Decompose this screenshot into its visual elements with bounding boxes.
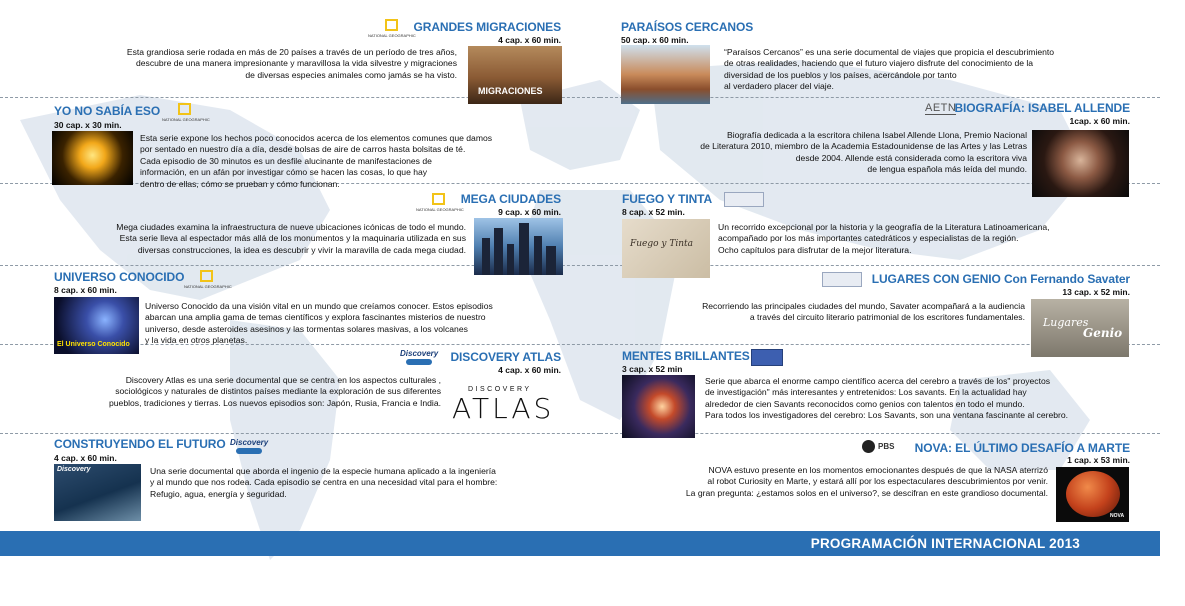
program-duration: 4 cap. x 60 min. bbox=[498, 365, 561, 375]
national-geographic-logo-text: NATIONAL GEOGRAPHIC bbox=[184, 284, 232, 289]
program-duration: 9 cap. x 60 min. bbox=[498, 207, 561, 217]
program-thumbnail: MIGRACIONES bbox=[468, 46, 562, 104]
discovery-atlas-logo: DISCOVERY ATLAS bbox=[452, 386, 555, 425]
footer-banner bbox=[0, 531, 1160, 556]
aetn-logo: AETN bbox=[925, 102, 957, 114]
program-duration: 13 cap. x 52 min. bbox=[1062, 287, 1130, 297]
program-description: Recorriendo las principales ciudades del mundo, Savater acompañará a la audiencia a través del circuito literario patrimonial de los escritores fundamentales. bbox=[702, 301, 1025, 323]
national-geographic-logo-text: NATIONAL GEOGRAPHIC bbox=[416, 207, 464, 212]
program-title: YO NO SABÍA ESO bbox=[54, 104, 161, 118]
channel-logo bbox=[724, 192, 764, 207]
national-geographic-logo bbox=[178, 103, 191, 115]
channel-logo bbox=[751, 349, 783, 366]
program-title: NOVA: EL ÚLTIMO DESAFÍO A MARTE bbox=[914, 441, 1130, 455]
program-description: Esta grandiosa serie rodada en más de 20 países a través de un período de tres años, descubre de una manera impresionante y maravillosa la vida silvestre y migraciones de diversas especies animales como jamás se ha visto. bbox=[126, 47, 457, 80]
program-duration: 3 cap. x 52 min bbox=[622, 364, 683, 374]
program-duration: 8 cap. x 52 min. bbox=[622, 207, 685, 217]
discovery-logo: Discovery bbox=[230, 438, 268, 456]
program-description: Universo Conocido da una visión vital en un mundo que creíamos conocer. Estos episodios abarcan una amplia gama de temas científicos y explora fascinantes misterios de nuestro universo, desde asteroides asesinos y las tormentas solares masivas, a los volcanes y la vida en otros planetas. bbox=[145, 301, 493, 346]
program-description: “Paraísos Cercanos” es una serie documental de viajes que propicia el descubrimiento de otras realidades, haciendo que el futuro viajero disfrute del conocimiento de la diversidad de los pueblos y los países, acercándole por tanto al verdadero placer del viaje. bbox=[724, 47, 1055, 92]
program-description: Discovery Atlas es una serie documental que se centra en los aspectos culturales , sociológicos y naturales de distintos países mediante la exploración de sus diferentes pueblos, tradiciones y tierras. Los nuevos episodios son: Japón, Rusia, Francia e India. bbox=[108, 375, 441, 408]
program-duration: 4 cap. x 60 min. bbox=[54, 453, 117, 463]
program-description: Una serie documental que aborda el ingenio de la especie humana aplicado a la ingeniería y al mundo que nos rodea. Cada episodio se centra en una necesidad vital para el hombre: Refugio, agua, energía y seguridad. bbox=[150, 466, 498, 499]
program-description: NOVA estuvo presente en los momentos emocionantes después de que la NASA aterrizó al robot Curiosity en Marte, y estará allí por los espectaculares descubrimientos por venir. La gran pregunta: ¿estamos solos en el universo?, se descifran en este grandioso documental. bbox=[685, 465, 1048, 498]
channel-logo bbox=[822, 272, 862, 287]
national-geographic-logo-text: NATIONAL GEOGRAPHIC bbox=[162, 117, 210, 122]
program-title: CONSTRUYENDO EL FUTURO bbox=[54, 437, 226, 451]
program-title: DISCOVERY ATLAS bbox=[450, 350, 561, 364]
program-description: Biografía dedicada a la escritora chilena Isabel Allende Llona, Premio Nacional de Literatura 2010, miembro de la Academia Estadounidense de las Artes y las Letras desde 2004. Allende está considerada como la escritora viva de lengua española más leída del mundo. bbox=[700, 130, 1027, 175]
national-geographic-logo bbox=[432, 193, 445, 205]
program-thumbnail bbox=[52, 131, 133, 185]
program-thumbnail: Discovery bbox=[54, 464, 141, 521]
program-duration: 50 cap. x 60 min. bbox=[621, 35, 689, 45]
program-thumbnail bbox=[474, 218, 563, 275]
program-thumbnail bbox=[1032, 130, 1129, 197]
pbs-logo: PBS bbox=[862, 440, 898, 455]
program-duration: 8 cap. x 60 min. bbox=[54, 285, 117, 295]
national-geographic-logo-text: NATIONAL GEOGRAPHIC bbox=[368, 33, 416, 38]
program-thumbnail: NOVA bbox=[1056, 467, 1129, 522]
program-title: FUEGO Y TINTA bbox=[622, 192, 713, 206]
program-title: GRANDES MIGRACIONES bbox=[413, 20, 561, 34]
program-duration: 4 cap. x 60 min. bbox=[498, 35, 561, 45]
program-duration: 30 cap. x 30 min. bbox=[54, 120, 122, 130]
program-duration: 1cap. x 60 min. bbox=[1069, 116, 1130, 126]
program-title: MENTES BRILLANTES bbox=[622, 349, 750, 363]
program-thumbnail bbox=[621, 45, 710, 104]
program-thumbnail bbox=[622, 375, 695, 438]
discovery-logo: Discovery bbox=[400, 349, 438, 367]
program-title: PARAÍSOS CERCANOS bbox=[621, 20, 754, 34]
program-description: Mega ciudades examina la infraestructura de nueve ubicaciones icónicas de todo el mundo. Esta serie lleva al espectador más allá de los monumentos y la maquinaria utilizada en sus diversas construcciones, la idea es descubrir y vivir la maravilla de cada mega ciudad. bbox=[116, 222, 466, 255]
program-title: LUGARES CON GENIO Con Fernando Savater bbox=[871, 272, 1130, 286]
national-geographic-logo bbox=[385, 19, 398, 31]
program-thumbnail: Lugares Genio bbox=[1031, 299, 1129, 357]
national-geographic-logo bbox=[200, 270, 213, 282]
program-title: MEGA CIUDADES bbox=[460, 192, 561, 206]
program-thumbnail: El Universo Conocido bbox=[54, 297, 139, 354]
program-thumbnail: Fuego y Tinta bbox=[622, 219, 710, 278]
program-title: BIOGRAFÍA: ISABEL ALLENDE bbox=[954, 101, 1130, 115]
program-description: Esta serie expone los hechos poco conocidos acerca de los elementos comunes que damos por sentado en nuestro día a día, desde bolsas de aire de carros hasta bolsitas de té. Cada episodio de 30 minutos es un desfile alucinante de manifestaciones de información, en un afán por investigar cómo se hacen las cosas, lo que hay dentro de ellas, cómo se prueban y cómo funcionan. bbox=[140, 133, 493, 189]
program-description: Serie que abarca el enorme campo científico acerca del cerebro a través de los" proyectos de investigación" más interesantes y entretenidos: Los savants. En la actualidad hay alrededor de cien Savants reconocidos como genios con talentos en todo el mundo. Para todos los investigadores del cerebro: Los Savants, son una ventana fascinante al cerebro. bbox=[705, 376, 1069, 421]
program-description: Un recorrido excepcional por la historia y la geografía de la Literatura Latinoamericana, acompañado por los más importantes catedráticos y especialistas de la región. Ocho capítulos para disfrutar de la mejor literatura. bbox=[718, 222, 1050, 255]
footer-label: PROGRAMACIÓN INTERNACIONAL 2013 bbox=[810, 536, 1080, 551]
program-title: UNIVERSO CONOCIDO bbox=[54, 270, 185, 284]
program-duration: 1 cap. x 53 min. bbox=[1067, 455, 1130, 465]
divider bbox=[0, 433, 600, 434]
